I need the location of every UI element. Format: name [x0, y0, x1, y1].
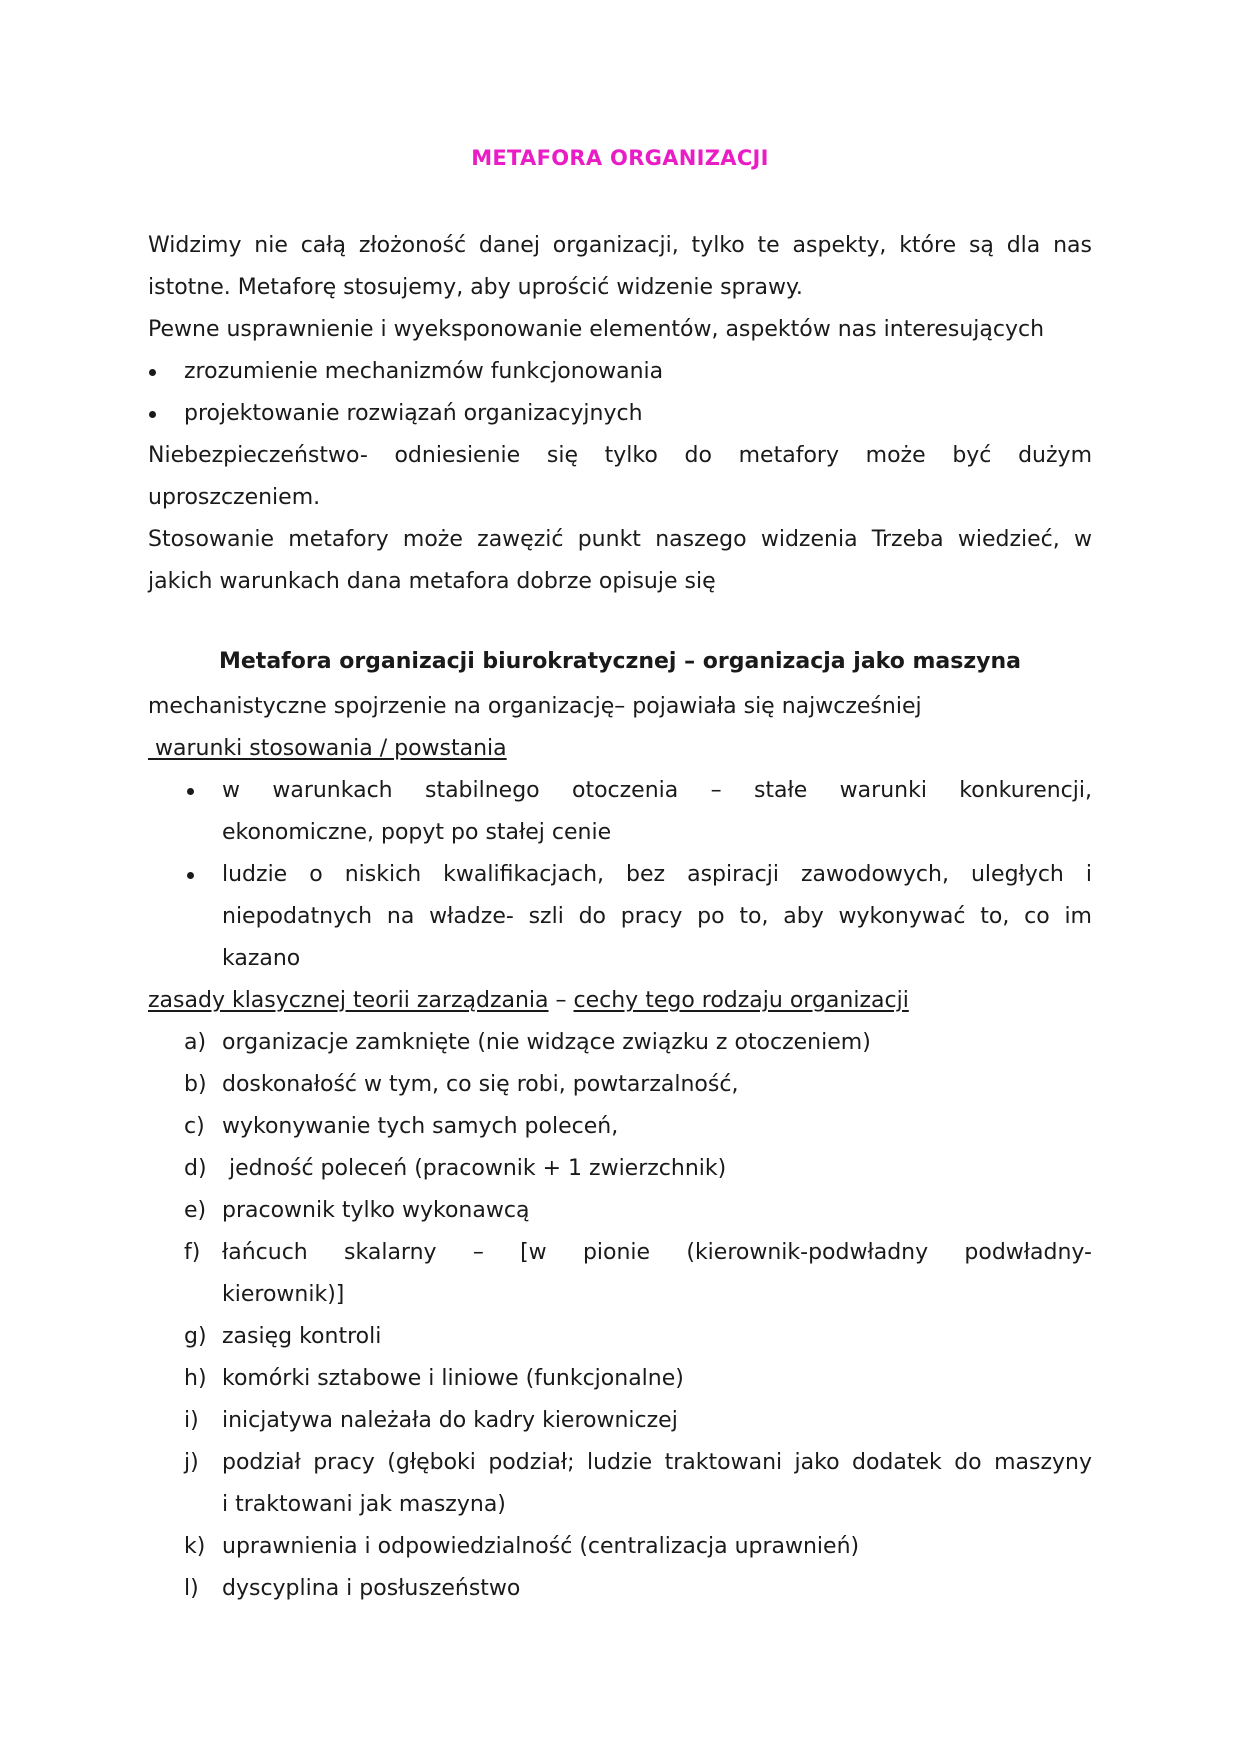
conditions-heading-text: warunki stosowania / powstania [148, 736, 507, 761]
principles-heading-b: cechy tego rodzaju organizacji [573, 988, 909, 1013]
principles-heading-sep: – [548, 988, 574, 1013]
principles-heading-line [148, 980, 1092, 1022]
intro-line: istotne. Metaforę stosujemy, aby uprościć widzenie sprawy. [148, 275, 803, 300]
intro-line: Pewne usprawnienie i wyeksponowanie elementów, aspektów nas interesujących [148, 317, 1045, 342]
list-item [148, 351, 1092, 393]
danger-line: uproszczeniem. [148, 485, 321, 510]
principle-label: l) [184, 1576, 199, 1601]
conditions-heading [148, 728, 1092, 770]
bullet-icon [187, 788, 194, 795]
section-heading: Metafora organizacji biurokratycznej – organizacja jako maszyna [218, 649, 1021, 674]
principle-label: h) [184, 1366, 207, 1391]
danger-line: Niebezpieczeństwo- odniesienie się tylko do metafory może być dużym [148, 443, 1092, 468]
intro-bullet-list [148, 351, 1092, 435]
list-item [148, 393, 1092, 435]
principle-text: inicjatywa należała do kadry kierowniczej [222, 1408, 678, 1433]
principle-text: dyscyplina i posłuszeństwo [222, 1576, 521, 1601]
principle-text: i traktowani jak maszyna) [222, 1492, 506, 1517]
principle-text: wykonywanie tych samych poleceń, [222, 1114, 619, 1139]
principle-label: b) [184, 1072, 207, 1097]
list-item-text: projektowanie rozwiązań organizacyjnych [184, 401, 643, 426]
principle-label: e) [184, 1198, 207, 1223]
condition-text [222, 854, 1092, 980]
section-intro-block [148, 686, 1092, 770]
danger-line: jakich warunkach dana metafora dobrze opisuje się [148, 569, 716, 594]
page-title: METAFORA ORGANIZACJI [471, 146, 769, 170]
principle-text: doskonałość w tym, co się robi, powtarzalność, [222, 1072, 739, 1097]
danger-line: Stosowanie metafory może zawęzić punkt naszego widzenia Trzeba wiedzieć, w [148, 527, 1092, 552]
condition-text [222, 770, 1092, 854]
principle-label: j) [184, 1450, 199, 1475]
principle-text: organizacje zamknięte (nie widzące związku z otoczeniem) [222, 1030, 871, 1055]
condition-line: ludzie o niskich kwalifikacjach, bez aspiracji zawodowych, uległych i [222, 862, 1092, 887]
principle-label: d) [184, 1156, 207, 1181]
intro-line: Widzimy nie całą złożoność danej organizacji, tylko te aspekty, które są dla nas [148, 233, 1092, 258]
principle-label: a) [184, 1030, 207, 1055]
condition-line: ekonomiczne, popyt po stałej cenie [222, 820, 612, 845]
principles-heading-a: zasady klasycznej teorii zarządzania [148, 988, 549, 1013]
principle-label: c) [184, 1114, 205, 1139]
principle-text: komórki sztabowe i liniowe (funkcjonalne) [222, 1366, 684, 1391]
principle-text: pracownik tylko wykonawcą [222, 1198, 530, 1223]
condition-line: w warunkach stabilnego otoczenia – stałe warunki konkurencji, [222, 778, 1092, 803]
principle-text: uprawnienia i odpowiedzialność (centralizacja uprawnień) [222, 1534, 860, 1559]
bullet-icon [149, 411, 156, 418]
principle-text: jedność poleceń (pracownik + 1 zwierzchnik) [222, 1156, 727, 1181]
section-intro: mechanistyczne spojrzenie na organizację– pojawiała się najwcześniej [148, 694, 922, 719]
condition-line: kazano [222, 946, 301, 971]
principle-text: podział pracy (głęboki podział; ludzie traktowani jako dodatek do maszyny [222, 1450, 1092, 1475]
bullet-icon [187, 872, 194, 879]
list-item-text: zrozumienie mechanizmów funkcjonowania [184, 359, 664, 384]
condition-line: niepodatnych na władze- szli do pracy po to, aby wykonywać to, co im [222, 904, 1092, 929]
principle-text: łańcuch skalarny – [w pionie (kierownik-podwładny podwładny- [222, 1240, 1092, 1265]
danger-paragraph [148, 435, 1092, 603]
principle-label: k) [184, 1534, 206, 1559]
intro-paragraph [148, 225, 1092, 351]
principle-label: f) [184, 1240, 201, 1265]
principle-label: g) [184, 1324, 207, 1349]
principle-text: kierownik)] [222, 1282, 345, 1307]
bullet-icon [149, 369, 156, 376]
principle-text: zasięg kontroli [222, 1324, 382, 1349]
principle-label: i) [184, 1408, 199, 1433]
principles-heading [148, 980, 1092, 1022]
